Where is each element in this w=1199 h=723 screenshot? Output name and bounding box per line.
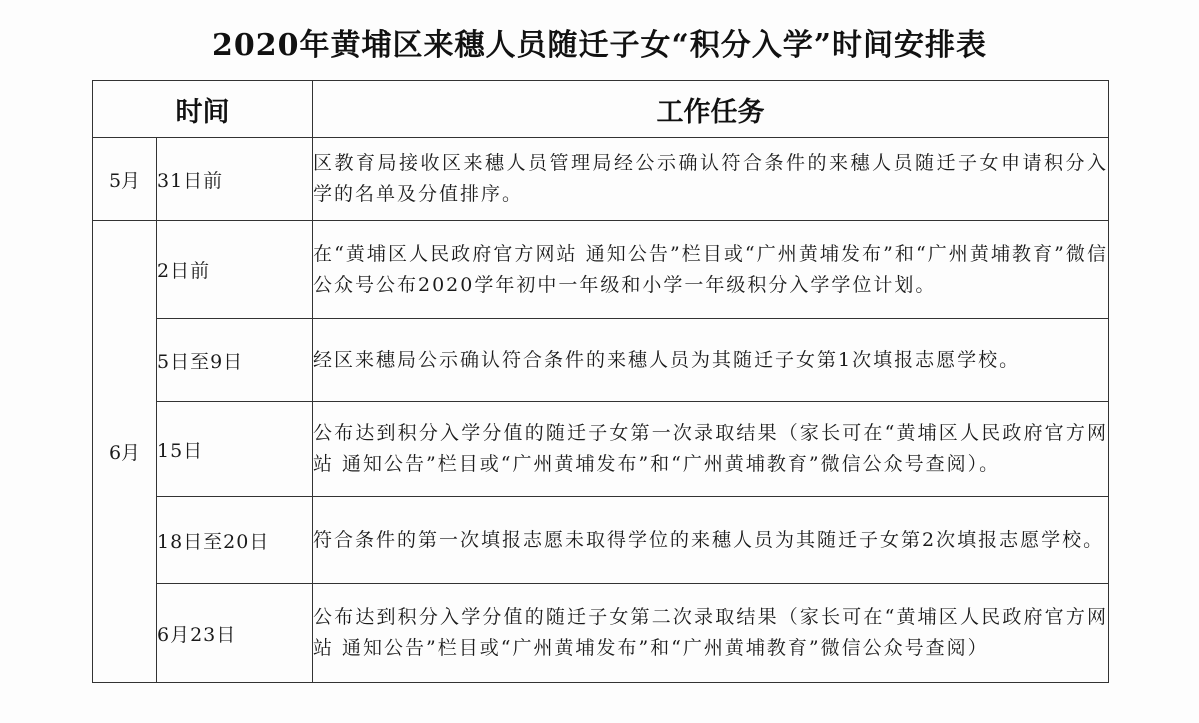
month-cell: 6月 [93,221,157,683]
table-row [93,584,1109,683]
page-title: 2020年黄埔区来穗人员随迁子女“积分入学”时间安排表 [211,28,987,63]
date-cell: 6月23日 [157,584,313,683]
table-row [93,221,1109,319]
task-cell: 区教育局接收区来穗人员管理局经公示确认符合条件的来穗人员随迁子女申请积分入学的名单及分值排序。 [313,138,1109,221]
table-header-row [93,81,1109,138]
table-row [93,138,1109,221]
schedule-table [92,80,1109,683]
task-cell: 符合条件的第一次填报志愿未取得学位的来穗人员为其随迁子女第2次填报志愿学校。 [313,497,1109,584]
task-cell: 公布达到积分入学分值的随迁子女第一次录取结果（家长可在“黄埔区人民政府官方网站 通知公告”栏目或“广州黄埔发布”和“广州黄埔教育”微信公众号查阅）。 [313,402,1109,497]
task-cell: 公布达到积分入学分值的随迁子女第二次录取结果（家长可在“黄埔区人民政府官方网站 通知公告”栏目或“广州黄埔发布”和“广州黄埔教育”微信公众号查阅） [313,584,1109,683]
table-row [93,497,1109,584]
header-time: 时间 [93,81,313,138]
header-task: 工作任务 [313,81,1109,138]
date-cell: 31日前 [157,138,313,221]
date-cell: 2日前 [157,221,313,319]
month-cell: 5月 [93,138,157,221]
task-cell: 在“黄埔区人民政府官方网站 通知公告”栏目或“广州黄埔发布”和“广州黄埔教育”微信公众号公布2020学年初中一年级和小学一年级积分入学学位计划。 [313,221,1109,319]
date-cell: 15日 [157,402,313,497]
table-row [93,402,1109,497]
task-cell: 经区来穗局公示确认符合条件的来穗人员为其随迁子女第1次填报志愿学校。 [313,319,1109,402]
table-row [93,319,1109,402]
date-cell: 5日至9日 [157,319,313,402]
date-cell: 18日至20日 [157,497,313,584]
